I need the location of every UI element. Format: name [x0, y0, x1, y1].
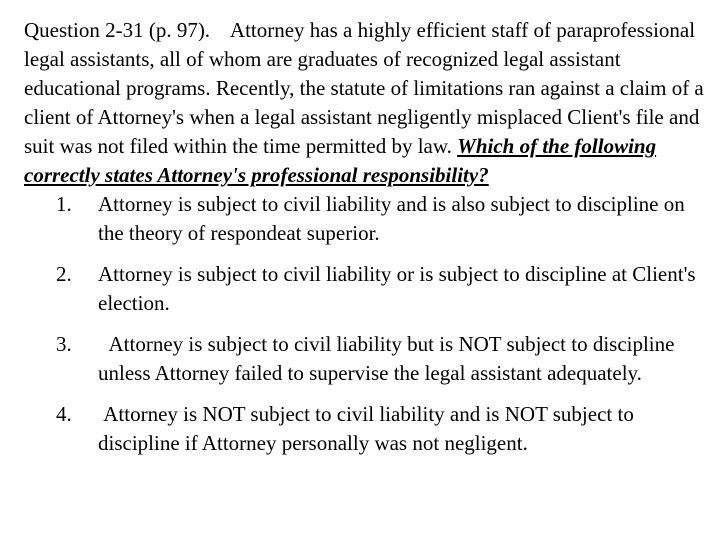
- question-paragraph: [24, 16, 714, 190]
- question-emphasis: Which of the following correctly states Attorney's professional responsibility?: [24, 134, 657, 187]
- choice-number: 4.: [56, 402, 72, 426]
- choice-item: [24, 400, 714, 458]
- choice-text: Attorney is subject to civil liability and is also subject to discipline on the theory of respondeat superior.: [98, 192, 685, 245]
- choice-number: 3.: [56, 332, 72, 356]
- choice-item: [24, 330, 714, 388]
- choice-number: 1.: [56, 192, 72, 216]
- choice-text: Attorney is NOT subject to civil liability and is NOT subject to discipline if Attorney personally was not negligent.: [98, 402, 640, 455]
- slide-content: [24, 16, 714, 470]
- choice-item: [24, 190, 714, 248]
- choice-text: Attorney is subject to civil liability or is subject to discipline at Client's election.: [98, 262, 696, 315]
- question-text: Question 2-31 (p. 97). Attorney has a highly efficient staff of paraprofessional legal assistants, all of whom are graduates of recognized legal assistant educational programs. Recently, the statute of limitations ran against a claim of a client of Attorney's when a legal assistant negligently misplaced Client's file and suit was not filed within the time permitted by law.: [24, 18, 710, 158]
- choice-number: 2.: [56, 262, 72, 286]
- answer-choices: [24, 190, 714, 458]
- choice-text: Attorney is subject to civil liability but is NOT subject to discipline unless Attorney failed to supervise the legal assistant adequately.: [98, 332, 680, 385]
- choice-item: [24, 260, 714, 318]
